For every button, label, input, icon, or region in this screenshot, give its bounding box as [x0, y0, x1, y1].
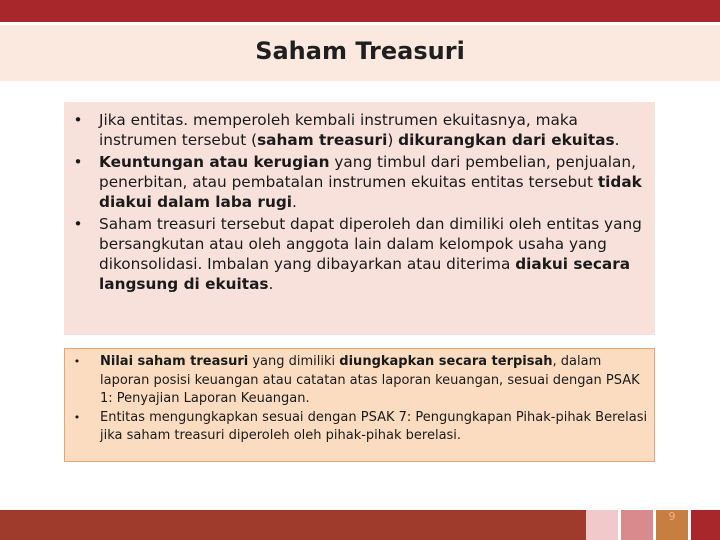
slide-number: 9 — [668, 510, 676, 523]
bullet-text — [99, 111, 620, 149]
bold-text-run: Nilai saham treasuri — [100, 354, 249, 369]
content-box-main — [64, 102, 655, 335]
bold-text-run: diakui secara langsung di ekuitas — [99, 255, 631, 293]
bullet-item — [64, 152, 647, 212]
bullet-dot: • — [73, 153, 83, 171]
text-run: , dalam laporan posisi keuangan atau catatan atas laporan keuangan, sesuai dengan PSAK 1: Penyajian Laporan Keuangan. — [100, 354, 640, 406]
text-run: . — [614, 131, 620, 149]
text-run: ) — [387, 131, 399, 149]
text-run: Entitas mengungkapkan sesuai dengan PSAK 7: Pengungkapan Pihak-pihak Berelasi jika saham treasuri diperoleh oleh pihak-pihak berelasi. — [100, 409, 648, 443]
bullet-text — [99, 215, 642, 293]
bottom-accent-bar — [0, 510, 586, 540]
footer-square — [621, 510, 653, 540]
bold-text-run: Keuntungan atau kerugian — [99, 153, 330, 171]
bullet-text — [99, 153, 642, 211]
text-run: . — [292, 193, 297, 211]
text-run: yang timbul dari pembelian, penjualan, penerbitan, atau pembatalan instrumen ekuitas entitas tersebut — [99, 153, 636, 191]
bullet-list-disclosure — [65, 353, 648, 446]
footer-square — [691, 510, 720, 540]
bullet-item — [65, 353, 648, 409]
bullet-dot: • — [73, 215, 83, 233]
bullet-dot: • — [73, 355, 81, 368]
bold-text-run: saham treasuri — [257, 131, 388, 149]
bullet-text — [100, 410, 647, 444]
bullet-item — [65, 409, 648, 446]
bold-text-run: tidak diakui dalam laba rugi — [99, 173, 642, 211]
bold-text-run: dikurangkan dari ekuitas — [398, 131, 615, 149]
text-run: yang dimiliki — [248, 354, 340, 369]
bullet-list-main — [64, 110, 647, 294]
text-run: Saham treasuri tersebut dapat diperoleh dan dimiliki oleh entitas yang bersangkutan atau oleh anggota lain dalam kelompok usaha yang dikonsolidasi. Imbalan yang dibayarkan atau diterima — [99, 215, 642, 273]
bullet-dot: • — [73, 111, 83, 129]
text-run: Jika entitas. memperoleh kembali instrumen ekuitasnya, maka instrumen tersebut ( — [99, 111, 578, 149]
footer-square — [586, 510, 618, 540]
footer-square-slide-number — [656, 510, 688, 540]
bullet-text — [100, 354, 640, 406]
text-run: . — [268, 275, 274, 293]
bullet-dot: • — [73, 410, 81, 424]
slide-title: Saham Treasuri — [255, 37, 465, 65]
bold-text-run: diungkapkan secara terpisah — [339, 354, 553, 369]
content-box-disclosure — [64, 348, 655, 462]
bullet-item — [64, 214, 647, 294]
bullet-item — [64, 110, 647, 150]
top-accent-bar — [0, 0, 720, 22]
